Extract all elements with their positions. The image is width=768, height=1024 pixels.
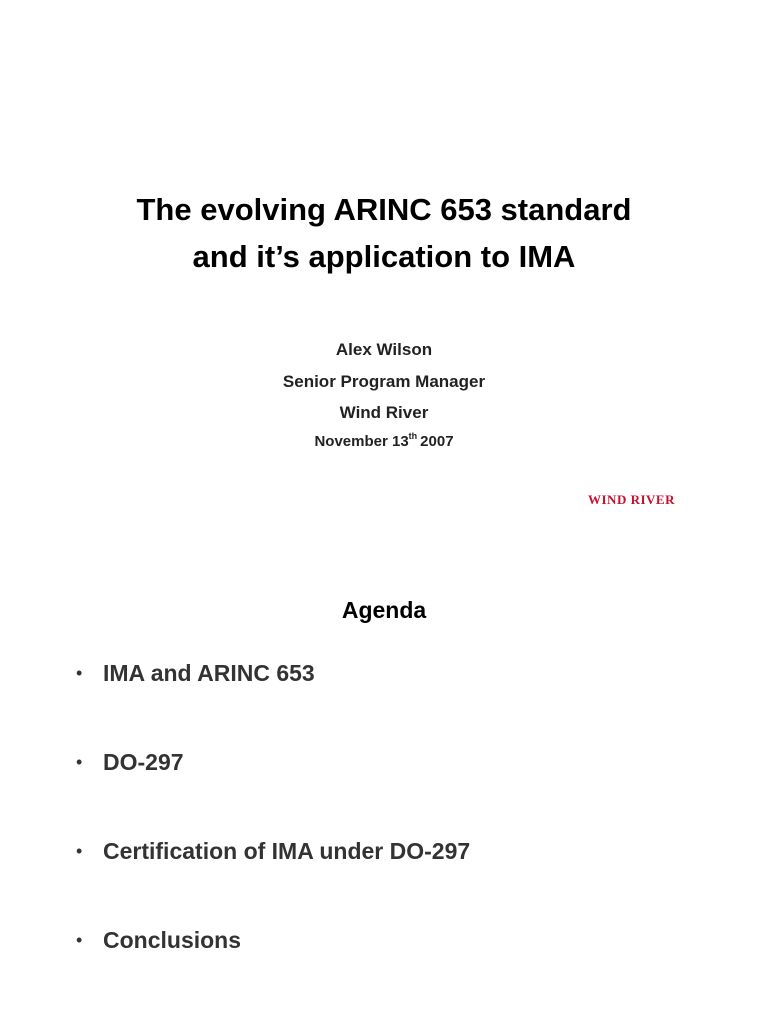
bullet-icon: •: [76, 663, 83, 683]
date-ordinal-suffix: th: [408, 431, 418, 441]
bullet-icon: •: [76, 841, 83, 861]
presenter-company: Wind River: [339, 403, 429, 422]
agenda-heading: Agenda: [341, 597, 427, 623]
agenda-item-label: Certification of IMA under DO-297: [103, 838, 471, 864]
agenda-item-label: DO-297: [103, 749, 184, 775]
presentation-title-line-2: and it’s application to IMA: [192, 239, 576, 274]
wind-river-logo: WIND RIVER: [588, 492, 675, 507]
presentation-title-line-1: The evolving ARINC 653 standard: [136, 192, 632, 227]
bullet-icon: •: [76, 930, 83, 950]
agenda-slide: [0, 560, 768, 1024]
date-month-day: November 13: [314, 433, 409, 450]
bullet-icon: •: [76, 752, 83, 772]
date-year: 2007: [420, 433, 454, 450]
agenda-item-label: IMA and ARINC 653: [103, 660, 315, 686]
presentation-date: [0, 433, 768, 451]
presenter-name: Alex Wilson: [335, 340, 433, 359]
agenda-item-label: Conclusions: [103, 927, 242, 953]
presenter-role: Senior Program Manager: [282, 372, 486, 391]
